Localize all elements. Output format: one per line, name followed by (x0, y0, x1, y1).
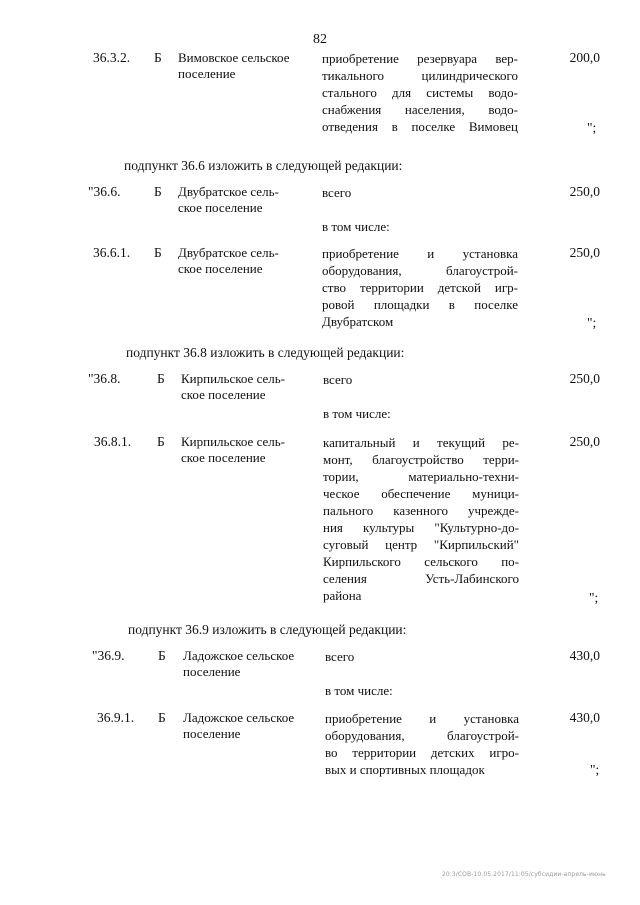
desc-line: ство территории детской игр- (322, 280, 518, 295)
closing-quote: "; (587, 315, 597, 330)
name-line: поселение (183, 726, 241, 741)
subtotal-note: в том числе: (322, 219, 390, 234)
name-line: Вимовское сельское (178, 50, 290, 65)
desc-line: приобретение и установка (325, 711, 519, 726)
item-amount: 250,0 (569, 434, 600, 449)
name-line: поселение (183, 664, 241, 679)
desc-line: тории, материально-техни- (323, 469, 519, 484)
desc-line: вых и спортивных площадок (325, 762, 485, 777)
name-line: Двубратское сель- (178, 184, 279, 199)
page-number: 82 (313, 32, 327, 47)
closing-quote: "; (589, 590, 599, 605)
name-line: ское поселение (178, 261, 263, 276)
item-name (178, 245, 279, 277)
desc-line: приобретение резервуара вер- (322, 51, 518, 66)
desc-line: монт, благоустройство терри- (323, 452, 519, 467)
item-number: "36.9. (92, 648, 125, 663)
desc-line: отведения в поселке Вимовец (322, 119, 518, 134)
desc-line: во территории детских игро- (325, 745, 519, 760)
item-category: Б (158, 648, 166, 663)
name-line: ское поселение (181, 450, 266, 465)
item-category: Б (154, 50, 162, 65)
item-category: Б (157, 371, 165, 386)
item-amount: 250,0 (569, 245, 600, 260)
item-amount: 250,0 (569, 184, 600, 199)
item-amount: 250,0 (569, 371, 600, 386)
amendment-intro: подпункт 36.9 изложить в следующей редакции: (128, 622, 407, 637)
item-number: "36.6. (88, 184, 121, 199)
desc-line: капитальный и текущий ре- (323, 435, 519, 450)
desc-line: снабжения населения, водо- (322, 102, 518, 117)
desc-line: тикального цилиндрического (322, 68, 518, 83)
item-category: Б (154, 184, 162, 199)
name-line: Двубратское сель- (178, 245, 279, 260)
desc-line: района (323, 588, 362, 603)
item-description: всего (322, 185, 352, 200)
item-number: 36.6.1. (93, 245, 131, 260)
amendment-intro: подпункт 36.8 изложить в следующей редакции: (126, 345, 405, 360)
desc-line: пального казенного учрежде- (323, 503, 519, 518)
item-description: всего (323, 372, 353, 387)
desc-line: оборудования, благоустрой- (322, 263, 518, 278)
closing-quote: "; (590, 762, 600, 777)
name-line: ское поселение (181, 387, 266, 402)
item-name (181, 371, 285, 403)
name-line: Кирпильское сель- (181, 434, 286, 449)
desc-line: стального для системы водо- (322, 85, 518, 100)
closing-quote: "; (587, 120, 597, 135)
amendment-intro: подпункт 36.6 изложить в следующей редакции: (124, 158, 403, 173)
item-description (325, 710, 519, 778)
item-description (322, 245, 518, 330)
desc-line: суговый центр "Кирпильский" (323, 537, 519, 552)
desc-line: оборудования, благоустрой- (325, 728, 519, 743)
item-category: Б (157, 434, 165, 449)
item-number: 36.3.2. (93, 50, 131, 65)
item-name (178, 50, 290, 82)
item-amount: 430,0 (569, 710, 600, 725)
item-name (178, 184, 279, 216)
item-name (181, 434, 285, 466)
document-footer-code: 20.3/СОВ-10.05.2017/11:05/субсидии-апрель-июнь (442, 871, 606, 878)
desc-line: приобретение и установка (322, 246, 518, 261)
name-line: поселение (178, 66, 236, 81)
item-name (183, 648, 294, 680)
name-line: Ладожское сельское (183, 648, 295, 663)
item-description (323, 434, 519, 604)
item-name (183, 710, 294, 742)
item-description: всего (325, 649, 355, 664)
desc-line: ровой площадки в поселке (322, 297, 518, 312)
item-category: Б (158, 710, 166, 725)
item-description (322, 50, 518, 135)
subtotal-note: в том числе: (325, 683, 393, 698)
item-number: 36.9.1. (97, 710, 135, 725)
name-line: ское поселение (178, 200, 263, 215)
item-number: "36.8. (88, 371, 121, 386)
item-amount: 200,0 (569, 50, 600, 65)
desc-line: Двубратском (322, 314, 394, 329)
name-line: Кирпильское сель- (181, 371, 286, 386)
item-amount: 430,0 (569, 648, 600, 663)
desc-line: Кирпильского сельского по- (323, 554, 519, 569)
desc-line: ческое обеспечение муници- (323, 486, 519, 501)
desc-line: селения Усть-Лабинского (323, 571, 519, 586)
desc-line: ния культуры "Культурно-до- (323, 520, 519, 535)
subtotal-note: в том числе: (323, 406, 391, 421)
item-category: Б (154, 245, 162, 260)
name-line: Ладожское сельское (183, 710, 295, 725)
item-number: 36.8.1. (94, 434, 132, 449)
